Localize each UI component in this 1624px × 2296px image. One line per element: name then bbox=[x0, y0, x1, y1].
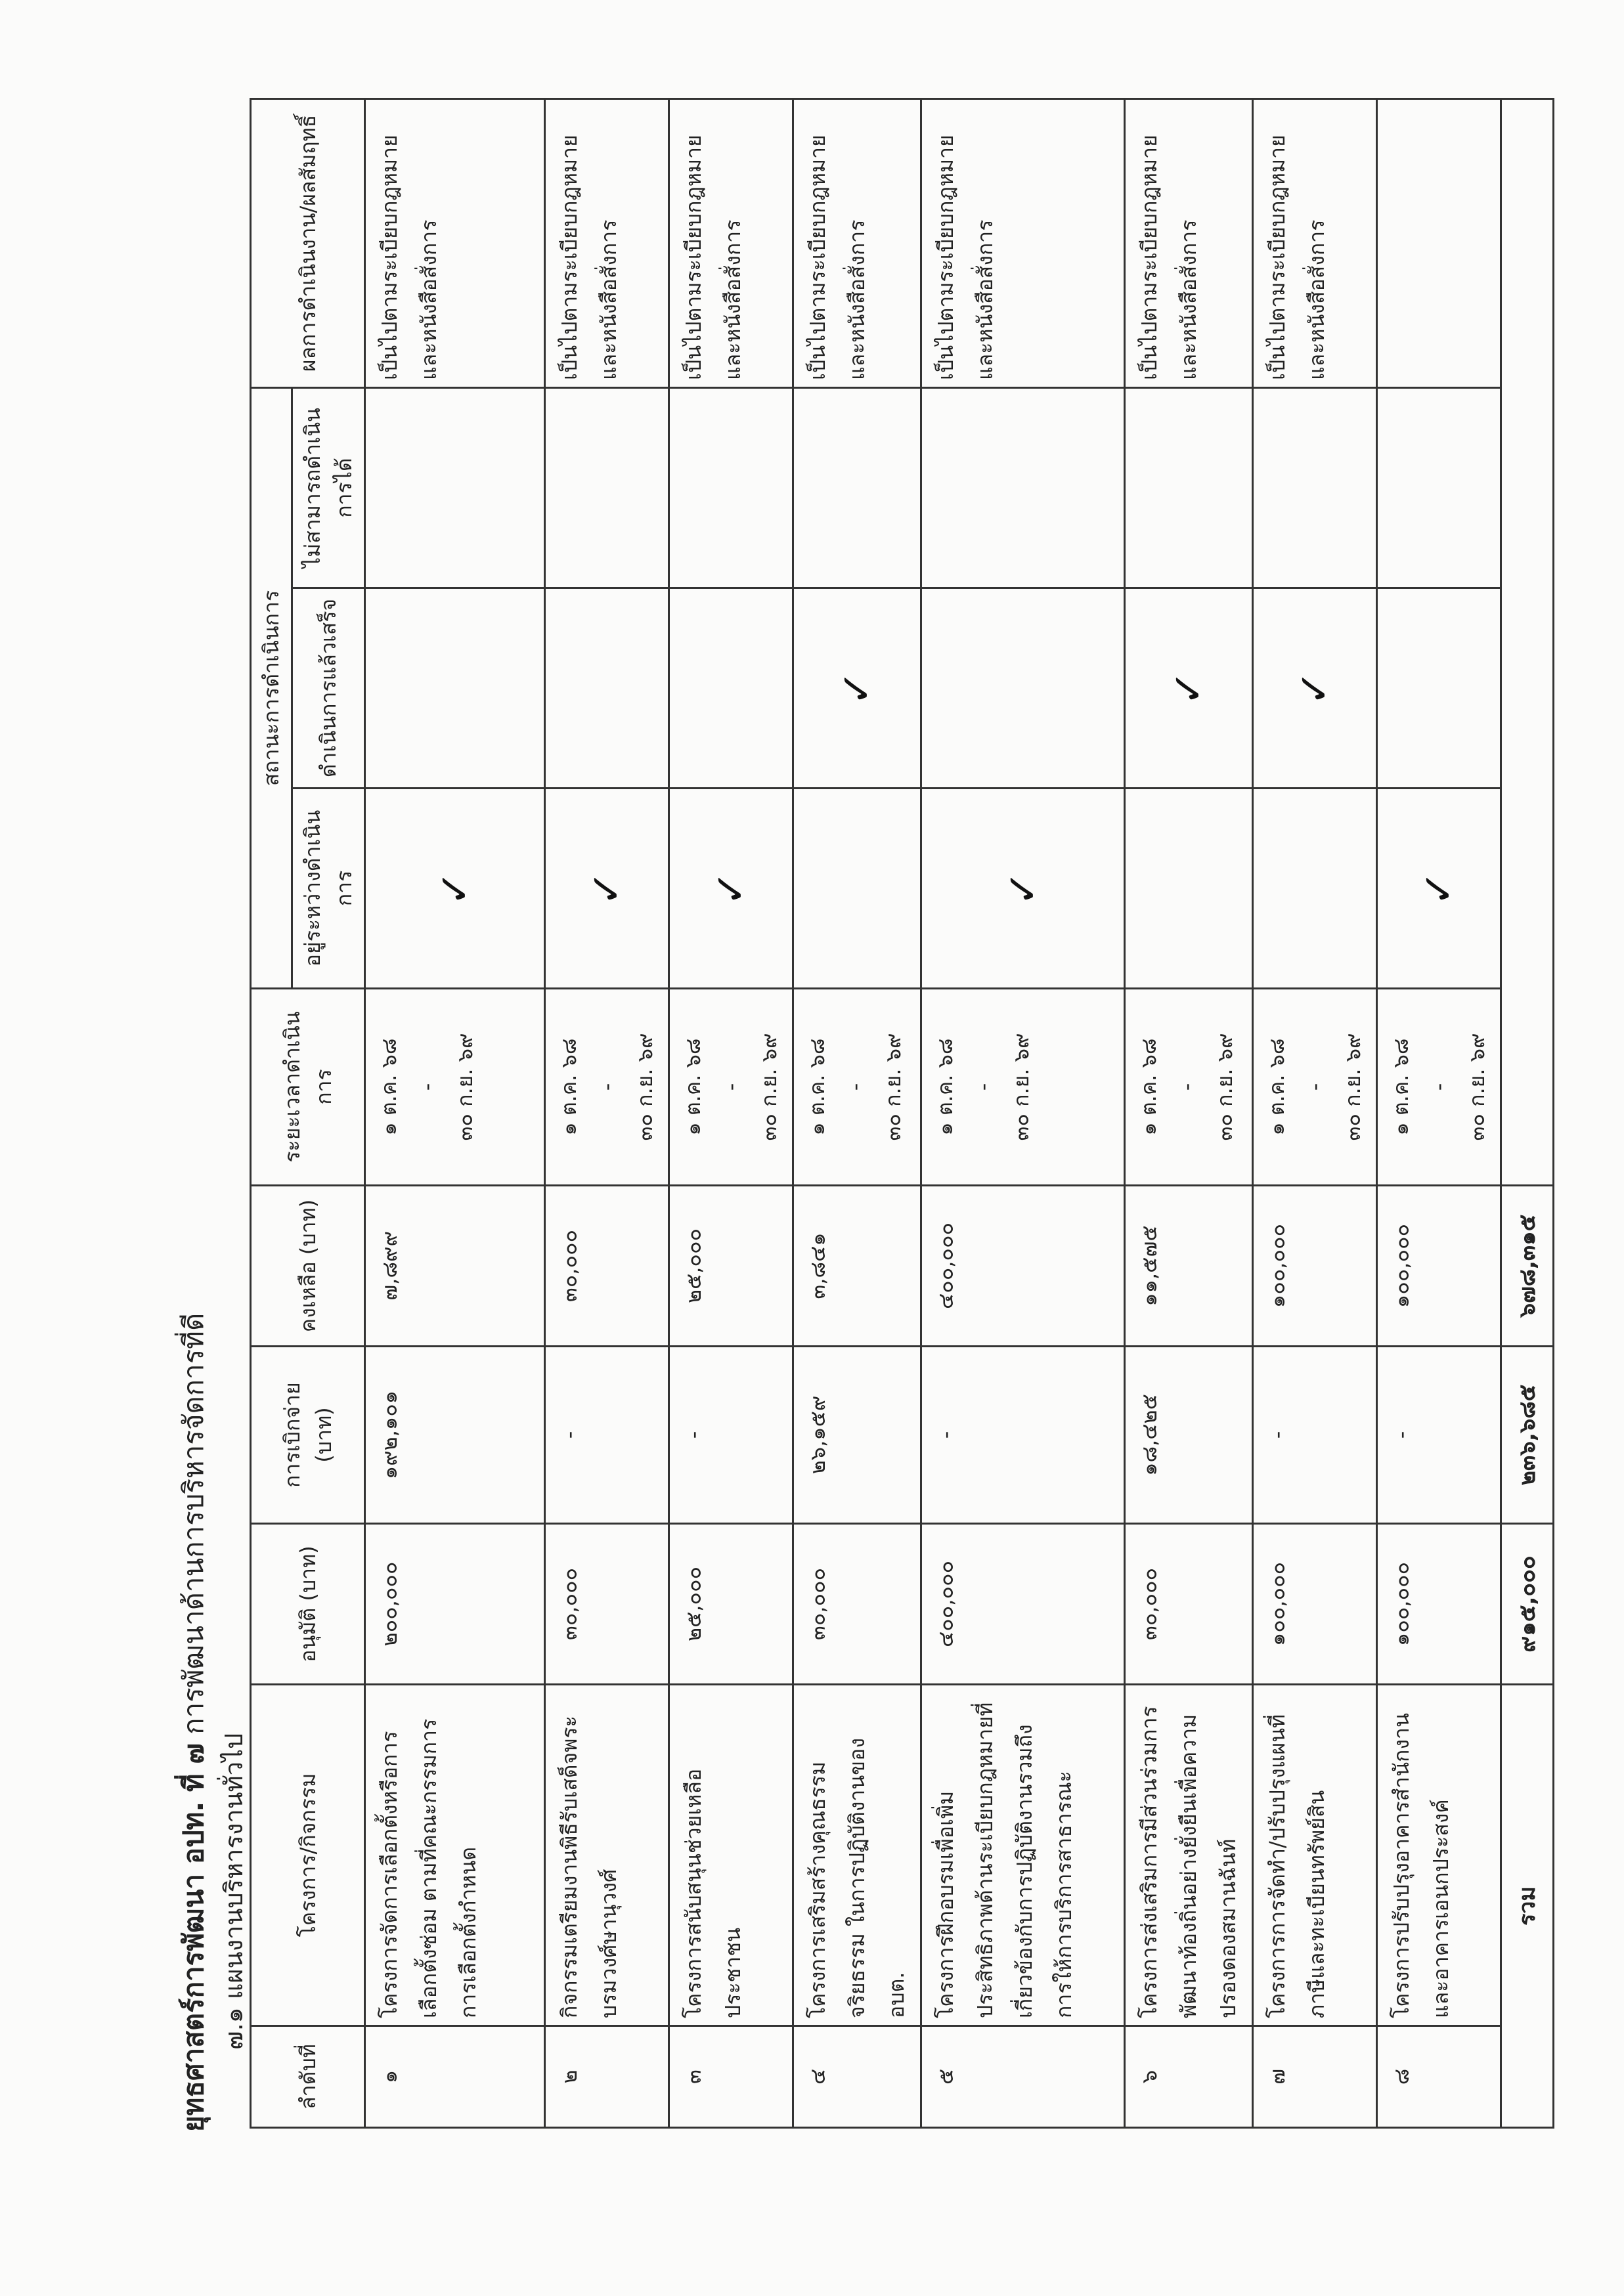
spent-amount: - bbox=[669, 1347, 793, 1524]
header-result: ผลการดำเนินงาน/ผลสัมฤทธิ์ bbox=[251, 98, 365, 387]
status-in-progress-cell bbox=[1125, 789, 1253, 989]
approved-amount: ๓๐,๐๐๐ bbox=[545, 1524, 669, 1685]
period-end: ๓๐ ก.ย. ๖๙ bbox=[757, 1033, 781, 1141]
period-end: ๓๐ ก.ย. ๖๙ bbox=[881, 1033, 906, 1141]
status-done-cell bbox=[1125, 588, 1253, 789]
period-cell bbox=[793, 989, 921, 1186]
header-remaining: คงเหลือ (บาท) bbox=[251, 1186, 365, 1347]
period-start: ๑ ต.ค. ๖๘ bbox=[1136, 1038, 1161, 1136]
remaining-amount: ๒๕,๐๐๐ bbox=[669, 1186, 793, 1347]
table-row bbox=[1125, 98, 1253, 2127]
result-text: เป็นไปตามระเบียบกฎหมายและหนังสือสั่งการ bbox=[1253, 98, 1377, 387]
spent-amount: - bbox=[545, 1347, 669, 1524]
status-done-cell bbox=[545, 588, 669, 789]
table-row bbox=[365, 98, 545, 2127]
period-dash: - bbox=[1174, 1083, 1199, 1091]
period-dash: - bbox=[718, 1083, 743, 1091]
row-number: ๘ bbox=[1377, 2026, 1501, 2128]
total-approved: ๙๑๕,๐๐๐ bbox=[1501, 1524, 1554, 1685]
period-start: ๑ ต.ค. ๖๘ bbox=[556, 1038, 581, 1136]
approved-amount: ๒๕,๐๐๐ bbox=[669, 1524, 793, 1685]
result-text: เป็นไปตามระเบียบกฎหมายและหนังสือสั่งการ bbox=[669, 98, 793, 387]
spent-amount: ๒๖,๑๕๙ bbox=[793, 1347, 921, 1524]
period-dash: - bbox=[1426, 1083, 1451, 1091]
spent-amount: - bbox=[921, 1347, 1125, 1524]
period-cell bbox=[669, 989, 793, 1186]
status-cannot-cell bbox=[1253, 387, 1377, 588]
spent-amount: ๑๘,๔๒๕ bbox=[1125, 1347, 1253, 1524]
project-name: โครงการปรับปรุงอาคารสำนักงานและอาคารเอนกประสงค์ bbox=[1377, 1685, 1501, 2026]
header-approved: อนุมัติ (บาท) bbox=[251, 1524, 365, 1685]
plan-subtitle: ๗.๑ แผนงานบริหารงานทั่วไป bbox=[219, 1733, 248, 2050]
status-cannot-cell bbox=[545, 387, 669, 588]
project-name: โครงการสนับสนุนช่วยเหลือประชาชน bbox=[669, 1685, 793, 2026]
table-row bbox=[1377, 98, 1501, 2127]
period-cell bbox=[1125, 989, 1253, 1186]
approved-amount: ๔๐๐,๐๐๐ bbox=[921, 1524, 1125, 1685]
period-dash: - bbox=[843, 1083, 867, 1091]
status-in-progress-cell bbox=[365, 789, 545, 989]
table-row bbox=[669, 98, 793, 2127]
header-no: ลำดับที่ bbox=[251, 2026, 365, 2128]
period-end: ๓๐ ก.ย. ๖๙ bbox=[632, 1033, 657, 1141]
strategy-name: การพัฒนาด้านการบริหารจัดการที่ดี bbox=[177, 1312, 209, 1735]
spent-amount: - bbox=[1253, 1347, 1377, 1524]
header-done: ดำเนินการแล้วเสร็จ bbox=[292, 588, 365, 789]
total-remaining: ๖๗๘,๓๑๕ bbox=[1501, 1186, 1554, 1347]
period-cell bbox=[365, 989, 545, 1186]
project-name: โครงการจัดการเลือกตั้งหรือการเลือกตั้งซ่อม ตามที่คณะกรรมการการเลือกตั้งกำหนด bbox=[365, 1685, 545, 2026]
period-start: ๑ ต.ค. ๖๘ bbox=[1388, 1038, 1413, 1136]
row-number: ๔ bbox=[793, 2026, 921, 2128]
total-spent: ๒๓๖,๖๘๕ bbox=[1501, 1347, 1554, 1524]
period-start: ๑ ต.ค. ๖๘ bbox=[804, 1038, 829, 1136]
project-name: โครงการส่งเสริมการมีส่วนร่วมการพัฒนาท้องถิ่นอย่างยั่งยืนเพื่อความปรองดองสมานฉันท์ bbox=[1125, 1685, 1253, 2026]
spent-amount: ๑๙๒,๑๐๑ bbox=[365, 1347, 545, 1524]
period-end: ๓๐ ก.ย. ๖๙ bbox=[1212, 1033, 1237, 1141]
period-start: ๑ ต.ค. ๖๘ bbox=[933, 1038, 957, 1136]
remaining-amount: ๓๐,๐๐๐ bbox=[545, 1186, 669, 1347]
status-cannot-cell bbox=[1377, 387, 1501, 588]
period-end: ๓๐ ก.ย. ๖๙ bbox=[1009, 1033, 1034, 1141]
header-status: สถานะการดำเนินการ bbox=[251, 387, 292, 988]
check-mark-icon: ✓ bbox=[1164, 670, 1213, 706]
project-name: กิจกรรมเตรียมงานพิธีรับเสด็จพระบรมวงศ์ษานุวงศ์ bbox=[545, 1685, 669, 2026]
status-done-cell bbox=[793, 588, 921, 789]
period-start: ๑ ต.ค. ๖๘ bbox=[1264, 1038, 1289, 1136]
row-number: ๒ bbox=[545, 2026, 669, 2128]
status-in-progress-cell bbox=[545, 789, 669, 989]
remaining-amount: ๑๑,๕๗๕ bbox=[1125, 1186, 1253, 1347]
row-number: ๕ bbox=[921, 2026, 1125, 2128]
approved-amount: ๒๐๐,๐๐๐ bbox=[365, 1524, 545, 1685]
header-project: โครงการ/กิจกรรม bbox=[251, 1685, 365, 2026]
status-done-cell bbox=[365, 588, 545, 789]
remaining-amount: ๔๐๐,๐๐๐ bbox=[921, 1186, 1125, 1347]
result-text: เป็นไปตามระเบียบกฎหมายและหนังสือสั่งการ bbox=[921, 98, 1125, 387]
check-mark-icon: ✓ bbox=[1415, 871, 1463, 906]
period-dash: - bbox=[1302, 1083, 1327, 1091]
strategy-label: ยุทธศาสตร์การพัฒนา อปท. ที่ ๗ bbox=[177, 1743, 209, 2132]
check-mark-icon: ✓ bbox=[998, 871, 1047, 906]
status-in-progress-cell bbox=[921, 789, 1125, 989]
status-done-cell bbox=[1377, 588, 1501, 789]
check-mark-icon: ✓ bbox=[582, 871, 631, 906]
status-cannot-cell bbox=[669, 387, 793, 588]
remaining-amount: ๓,๘๔๑ bbox=[793, 1186, 921, 1347]
period-cell bbox=[545, 989, 669, 1186]
status-cannot-cell bbox=[921, 387, 1125, 588]
result-text: เป็นไปตามระเบียบกฎหมายและหนังสือสั่งการ bbox=[545, 98, 669, 387]
status-done-cell bbox=[1253, 588, 1377, 789]
header-cannot: ไม่สามารถดำเนินการได้ bbox=[292, 387, 365, 588]
page-title bbox=[172, 1313, 215, 2132]
spent-amount: - bbox=[1377, 1347, 1501, 1524]
header-in-progress: อยู่ระหว่างดำเนินการ bbox=[292, 789, 365, 989]
total-empty bbox=[1501, 98, 1554, 1185]
row-number: ๖ bbox=[1125, 2026, 1253, 2128]
project-name: โครงการฝึกอบรมเพื่อเพิ่มประสิทธิภาพด้านระเบียบกฎหมายที่เกี่ยวข้องกับการปฏิบัติงานรวมถึงการให้การบริการสาธารณะ bbox=[921, 1685, 1125, 2026]
project-status-table bbox=[250, 98, 1554, 2129]
check-mark-icon: ✓ bbox=[430, 871, 479, 906]
result-text: เป็นไปตามระเบียบกฎหมายและหนังสือสั่งการ bbox=[365, 98, 545, 387]
check-mark-icon: ✓ bbox=[1290, 670, 1339, 706]
period-cell bbox=[921, 989, 1125, 1186]
table-row bbox=[545, 98, 669, 2127]
status-cannot-cell bbox=[1125, 387, 1253, 588]
total-row bbox=[1501, 98, 1554, 2127]
remaining-amount: ๑๐๐,๐๐๐ bbox=[1377, 1186, 1501, 1347]
approved-amount: ๓๐,๐๐๐ bbox=[1125, 1524, 1253, 1685]
result-text bbox=[1377, 98, 1501, 387]
period-dash: - bbox=[971, 1083, 996, 1091]
check-mark-icon: ✓ bbox=[833, 670, 881, 706]
remaining-amount: ๗,๘๙๙ bbox=[365, 1186, 545, 1347]
status-in-progress-cell bbox=[1377, 789, 1501, 989]
period-end: ๓๐ ก.ย. ๖๙ bbox=[1340, 1033, 1365, 1141]
remaining-amount: ๑๐๐,๐๐๐ bbox=[1253, 1186, 1377, 1347]
status-in-progress-cell bbox=[1253, 789, 1377, 989]
result-text: เป็นไปตามระเบียบกฎหมายและหนังสือสั่งการ bbox=[1125, 98, 1253, 387]
period-cell bbox=[1377, 989, 1501, 1186]
period-end: ๓๐ ก.ย. ๖๙ bbox=[452, 1033, 477, 1141]
status-cannot-cell bbox=[793, 387, 921, 588]
period-cell bbox=[1253, 989, 1377, 1186]
approved-amount: ๑๐๐,๐๐๐ bbox=[1253, 1524, 1377, 1685]
result-text: เป็นไปตามระเบียบกฎหมายและหนังสือสั่งการ bbox=[793, 98, 921, 387]
check-mark-icon: ✓ bbox=[707, 871, 755, 906]
row-number: ๑ bbox=[365, 2026, 545, 2128]
period-end: ๓๐ ก.ย. ๖๙ bbox=[1464, 1033, 1489, 1141]
status-cannot-cell bbox=[365, 387, 545, 588]
row-number: ๗ bbox=[1253, 2026, 1377, 2128]
approved-amount: ๓๐,๐๐๐ bbox=[793, 1524, 921, 1685]
status-done-cell bbox=[669, 588, 793, 789]
table-row bbox=[1253, 98, 1377, 2127]
period-dash: - bbox=[414, 1083, 439, 1091]
period-start: ๑ ต.ค. ๖๘ bbox=[680, 1038, 705, 1136]
header-spent: การเบิกจ่าย (บาท) bbox=[251, 1347, 365, 1524]
project-name: โครงการการจัดทำ/ปรับปรุงแผนที่ภาษีและทะเบียนทรัพย์สิน bbox=[1253, 1685, 1377, 2026]
table-row bbox=[793, 98, 921, 2127]
table-row bbox=[921, 98, 1125, 2127]
status-done-cell bbox=[921, 588, 1125, 789]
period-dash: - bbox=[594, 1083, 619, 1091]
status-in-progress-cell bbox=[793, 789, 921, 989]
approved-amount: ๑๐๐,๐๐๐ bbox=[1377, 1524, 1501, 1685]
status-in-progress-cell bbox=[669, 789, 793, 989]
row-number: ๓ bbox=[669, 2026, 793, 2128]
header-period: ระยะเวลาดำเนินการ bbox=[251, 989, 365, 1186]
project-name: โครงการเสริมสร้างคุณธรรมจริยธรรม ในการปฏิบัติงานของ อบต. bbox=[793, 1685, 921, 2026]
total-label: รวม bbox=[1501, 1685, 1554, 2128]
period-start: ๑ ต.ค. ๖๘ bbox=[376, 1038, 401, 1136]
